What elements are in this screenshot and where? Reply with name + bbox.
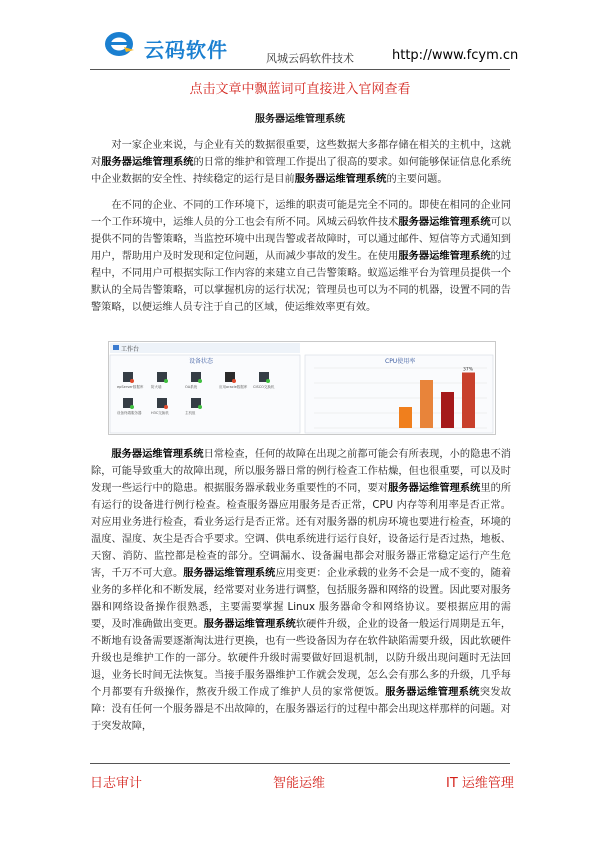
promo-link[interactable]: 点击文章中飘蓝词可直接进入官网查看 [189,82,411,97]
device-label: epServer数据库 [117,385,144,389]
paragraph-2 [91,197,511,316]
chart-bar [399,407,412,428]
keyword-link[interactable]: 服务器运维管理系统 [101,157,194,168]
chart-bar [441,392,454,428]
company-tagline: 风城云码软件技术 [266,52,354,65]
page-header [0,0,600,70]
device-status-dot [164,405,168,409]
keyword-link[interactable]: 服务器运维管理系统 [111,449,204,460]
device-status-dot [130,405,134,409]
text-run: 的主要问题。 [386,174,448,185]
text-run: 的日常的维护和管理工作提出了很高的要求。如何能够保证信息化系统中企业数据的安全性、持续稳定的运行是目前 [91,157,512,185]
footer-divider [90,763,510,764]
screenshot-figure [108,341,496,435]
panel-tab: 工作台 [121,346,140,353]
footer-link-smart-ops[interactable]: 智能运维 [273,776,326,791]
paragraph-3 [91,446,511,735]
footer-link-log-audit[interactable]: 日志审计 [90,776,143,791]
device-label: OA系统 [185,385,198,389]
workspace-icon [113,345,119,350]
article-title: 服务器运维管理系统 [255,114,345,125]
logo-icon [104,28,134,58]
device-label: 应用oracle数据库 [219,385,248,389]
keyword-link[interactable]: 服务器运维管理系统 [398,217,491,228]
keyword-link[interactable]: 服务器运维管理系统 [203,619,296,630]
keyword-link[interactable]: 服务器运维管理系统 [388,483,481,494]
website-link[interactable]: http://www.fcym.cn [392,48,519,63]
device-label: 主机组 [185,411,196,415]
device-status-dot [232,379,236,383]
device-label: 设备终端服务器 [117,411,142,415]
text-run: 在不同的企业、不同的工作环境下，运维的职责可能是完全不同的。即使在相同的企业同一个工作环境中，运维人员的分工也会有所不同。风城云码软件技术 [91,200,511,228]
keyword-link[interactable]: 服务器运维管理系统 [398,251,491,262]
device-label: 防火墙 [151,385,162,389]
device-status-dot [198,405,202,409]
device-status-dot [164,379,168,383]
device-label: CISCO交换机 [253,385,275,389]
text-run: 里的所有运行的设备进行例行检查。检查服务器应用服务是否正常，CPU 内存等利用率是否正常。对应用业务进行检查，看业务运行是否正常。还有对服务器的机房环境也要进行检查，环境的温度、湿度、灰尘是否合乎要求。空调、供电系统进行运行良好，设备运行是否过热，地板、天窗、消防、监控都是检查的部分。空调漏水、设备漏电都会对服务器正常稳定运行产生危害，千万不可大意。 [91,483,512,579]
logo-text: 云码软件 [144,38,228,62]
keyword-link[interactable]: 服务器运维管理系统 [183,568,276,579]
right-panel-header: CPU使用率 [385,358,416,365]
chart-bar [420,380,433,428]
keyword-link[interactable]: 服务器运维管理系统 [385,687,480,698]
text-run: 可以提供不同的告警策略，当监控环境中出现告警或者故障时，可以通过邮件、短信等方式通知到用户，帮助用户及时发现和定位问题，从而减少事故的发生。在使用 [91,217,512,262]
paragraph-1 [91,137,511,188]
chart-data-label: 37% [463,367,474,373]
chart-bar [462,373,475,429]
keyword-link[interactable]: 服务器运维管理系统 [294,174,387,185]
text-run: 突发故障：没有任何一个服务器是不出故障的，在服务器运行的过程中都会出现这样那样的问题。对于突发故障， [91,687,512,732]
device-status-dot [130,379,134,383]
text-run: 日常检查，任何的故障在出现之前都可能会有所表现，小的隐患不消除，可能导致重大的故障出现，所以服务器日常的例行检查工作枯燥，但也很重要，可以及时发现一些运行中的隐患。根据服务器承载业务重要性的不同，要对 [91,449,511,494]
text-run: 对一家企业来说，与企业有关的数据很重要，这些数据大多都存储在相关的主机中，这就对 [91,140,511,168]
header-divider [90,69,510,70]
text-run: 的过程中，不同用户可根据实际工作内容的来建立自己告警策略。蚁巡运维平台为管理员提供一个默认的全局告警策略，可以掌握机房的运行状况；管理员也可以为不同的机器，设置不同的告警策略，以便运维人员专注于自己的区域，使运维效率更有效。 [91,251,512,313]
device-status-dot [198,379,202,383]
device-status-dot [266,379,270,383]
text-run: 软硬件升级，企业的设备一般运行周期是五年，不断地有设备需要逐渐淘汰进行更换，也有一些设备因为存在软件缺陷需要升级，因此软硬件升级也是维护工作的一部分。软硬件升级时需要做好回退机制，以防升级出现问题时无法回退，业务长时间无法恢复。当接手服务器维护工作就会发现，怎么会有那么多的升级，几乎每个月都要有升级操作，熬夜升级工作成了维护人员的家常便饭。 [91,619,512,698]
left-panel-header: 设备状态 [189,358,214,365]
device-label: H3C交换机 [151,411,169,415]
footer-link-it-ops[interactable]: IT 运维管理 [446,776,514,791]
text-run: 应用变更：企业承载的业务不会是一成不变的，随着业务的多样化和不断发展，经常要对业务进行调整，包括服务器和网络的设置。因此要对服务器和网络设备操作很熟悉，主要需要掌握 Linux 服务器命令和网络协议。要根据应用的需要，及时准确做出变更。 [91,568,512,630]
